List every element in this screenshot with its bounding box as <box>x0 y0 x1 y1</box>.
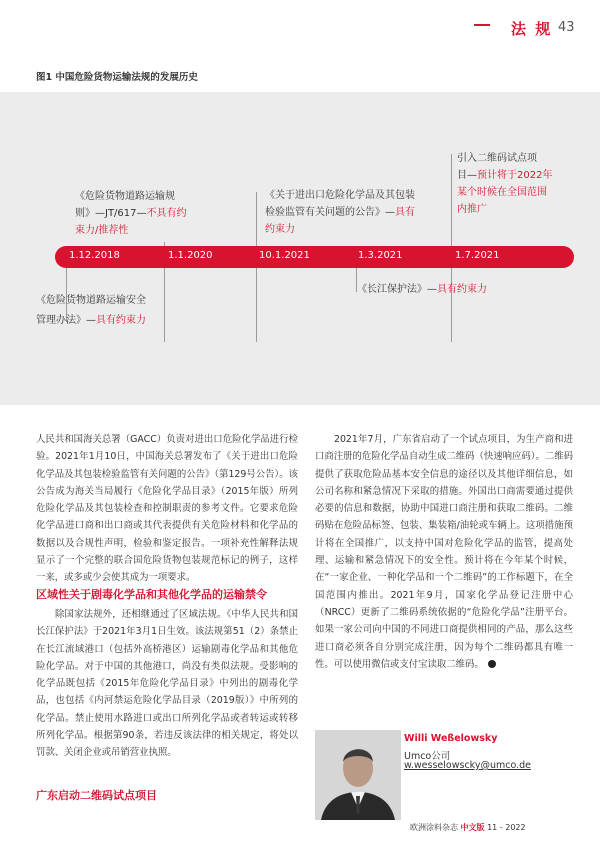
event-2021-07: 引入二维码试点项 目—预计将于2022年 某个时候在全国范围 内推广 <box>457 153 553 215</box>
footer-edition: 中文版 <box>460 823 485 832</box>
date-2021-03: 1.3.2021 <box>358 250 403 261</box>
date-2021-10: 10.1.2021 <box>259 250 310 261</box>
author-name: Willi Weßelowsky <box>404 733 498 744</box>
footer-magazine: 欧洲涂料杂志 <box>410 823 458 832</box>
author-email-link[interactable]: w.wesselowscky@umco.de <box>404 760 531 771</box>
header-rule <box>474 24 490 26</box>
figure-caption: 图1 中国危险货物运输法规的发展历史 <box>36 72 198 83</box>
end-of-article-icon: ◂ <box>488 660 496 668</box>
event-2020: 《危险货物道路运输规 则》—JT/617—不具有约 束力/推荐性 <box>75 191 187 236</box>
right-paragraph-1: 2021年7月，广东省启动了一个试点项目，为生产商和进口商注册的危险化学品自动生成二维码（快速响应码）。二维码提供了获取危险品基本安全信息的途径以及其他详细信息，如公司名称和紧急情况下采取的措施。外国出口商需要通过提供必要的信息和数据，协助中国进口商注册和获取二维码。二维码贴在危险品标签、包装、集装箱/油轮或车辆上。这项措施预计将在全国推广，以支持中国对危险化学品的监管，提高处理、运输和紧急情况下的安全性。预计将在今年某个时候，在“一家企业、一种化学品和一个二维码”的工作标题下，在全国范围内推出。2021年9月，国家化学品登记注册中心（NRCC）更新了二维码系统依据的“危险化学品”注册平台。如果一家公司向中国的不同进口商提供相同的产品，那么这些进口商必须各自分别完成注册，因为每个二维码都具有唯一性。可以使用微信或支付宝读取二维码。 ◂ <box>315 434 573 670</box>
section-heading-qr-pilot: 广东启动二维码试点项目 <box>36 789 157 802</box>
author-photo <box>315 730 401 820</box>
section-title: 法 规 <box>511 20 553 38</box>
footer <box>410 822 526 833</box>
event-2021-03: 《长江保护法》—具有约束力 <box>357 284 487 295</box>
event-2021-10: 《关于进出口危险化学品及其包装 检验监管有关问题的公告》—具有 约束力 <box>265 190 415 235</box>
left-paragraph-1: 人民共和国海关总署（GACC）负责对进出口危险化学品进行检验。2021年1月10日，中国海关总署发布了《关于进出口危险化学品及其包装检验监管有关问题的公告》（第129号公告）。该公告成为海关当局履行《危险化学品目录》（2015年版）所列危险化学品及其包装检查和控制职责的参考文件。它要求危险化学品进口商和出口商或其代表提供有关危险材料和化学品的数据以及合规性声明，检验和鉴定报告。一项补充性解释法规显示了一个完整的联合国危险货物包装规范标记的例子，这样一来，或多或少会使其成为一项要求。 <box>36 434 298 584</box>
section-heading-regional-ban: 区域性关于剧毒化学品和其他化学品的运输禁令 <box>36 588 267 601</box>
footer-issue: 11 - 2022 <box>487 823 526 832</box>
date-2021-07: 1.7.2021 <box>455 250 500 261</box>
date-2020: 1.1.2020 <box>168 250 213 261</box>
page-number: 43 <box>558 20 575 35</box>
author-company: Umco公司 <box>404 751 451 762</box>
event-2018: 《危险货物道路运输安全 管理办法》—具有约束力 <box>36 295 146 326</box>
left-paragraph-2: 除国家法规外，还相继通过了区域法规。《中华人民共和国长江保护法》于2021年3月1日生效。该法规第51（2）条禁止在长江流域港口（包括外高桥港区）运输剧毒化学品和其他危险化学品。对于中国的其他港口，尚没有类似法规。受影响的化学品既包括《2015年危险化学品目录》中列出的剧毒化学品，也包括《内河禁运危险化学品目录（2019版）》中所列的化学品。禁止使用水路进口或出口所列化学品或者转运或转移所列化学品。根据第90条，若违反该法律的相关规定，将处以罚款、关闭企业或吊销营业执照。 <box>36 609 298 759</box>
date-2018: 1.12.2018 <box>69 250 120 261</box>
